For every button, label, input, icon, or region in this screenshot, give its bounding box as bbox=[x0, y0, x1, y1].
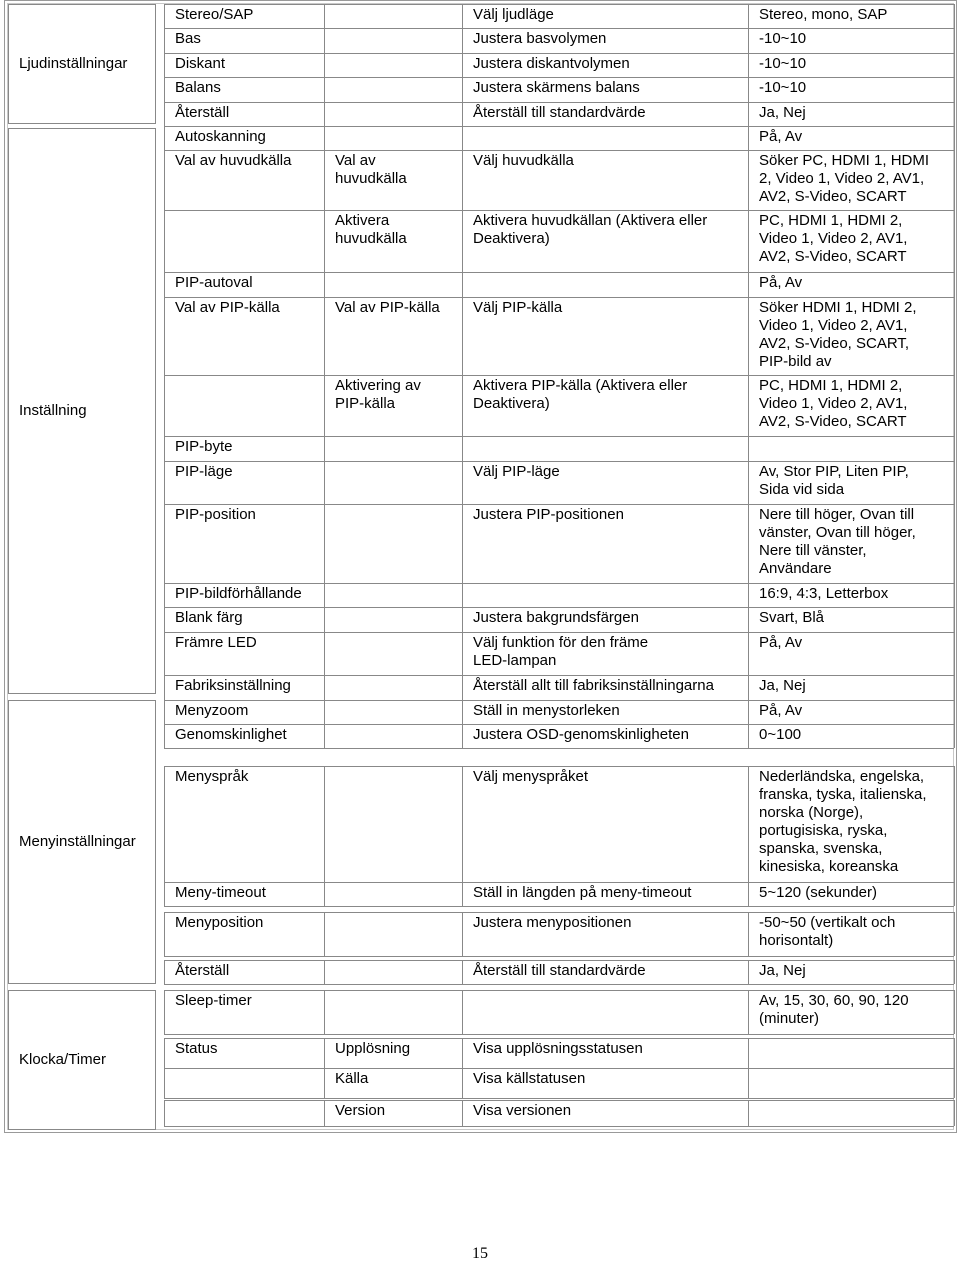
grid-line bbox=[748, 504, 749, 583]
grid-line bbox=[954, 504, 955, 583]
table-cell: Justera bakgrundsfärgen bbox=[473, 609, 639, 626]
grid-line bbox=[324, 297, 325, 375]
grid-line bbox=[164, 1034, 954, 1035]
grid-line bbox=[324, 4, 325, 28]
grid-line bbox=[324, 700, 325, 724]
grid-line bbox=[164, 210, 165, 272]
table-cell: 16:9, 4:3, Letterbox bbox=[759, 585, 889, 602]
grid-line bbox=[164, 77, 954, 78]
table-cell: PIP-bildförhållande bbox=[175, 585, 302, 602]
grid-line bbox=[164, 984, 954, 985]
table-cell: Välj funktion för den främe LED-lampan bbox=[473, 634, 649, 669]
table-cell: 0~100 bbox=[759, 726, 802, 743]
table-cell: Visa källstatusen bbox=[473, 1070, 586, 1087]
grid-line bbox=[324, 882, 325, 906]
table-cell: Menyposition bbox=[175, 914, 264, 931]
table-cell: Stereo, mono, SAP bbox=[759, 6, 888, 23]
grid-line bbox=[954, 126, 955, 150]
grid-line bbox=[462, 632, 463, 675]
grid-line bbox=[324, 607, 325, 632]
section-label: Inställning bbox=[19, 402, 87, 419]
grid-line bbox=[748, 607, 749, 632]
grid-line bbox=[748, 297, 749, 375]
section-label: Menyinställningar bbox=[19, 833, 136, 850]
grid-line bbox=[748, 150, 749, 210]
grid-line bbox=[164, 906, 954, 907]
grid-line bbox=[954, 1038, 955, 1068]
grid-line bbox=[164, 882, 954, 883]
grid-line bbox=[954, 375, 955, 436]
grid-line bbox=[462, 28, 463, 53]
section-meny bbox=[8, 700, 156, 984]
table-cell: Status bbox=[175, 1040, 218, 1057]
grid-line bbox=[954, 4, 955, 28]
grid-line bbox=[954, 960, 955, 984]
table-cell: Söker PC, HDMI 1, HDMI 2, Video 1, Video 2, AV1, AV2, S-Video, SCART bbox=[759, 152, 930, 205]
table-cell: Justera skärmens balans bbox=[473, 79, 640, 96]
table-cell: 5~120 (sekunder) bbox=[759, 884, 877, 901]
table-cell: Ja, Nej bbox=[759, 962, 806, 979]
table-cell: Diskant bbox=[175, 55, 226, 72]
grid-line bbox=[748, 4, 749, 28]
grid-line bbox=[164, 960, 165, 984]
table-cell: Aktivera huvudkällan (Aktivera eller Deaktivera) bbox=[473, 212, 708, 247]
table-cell: PC, HDMI 1, HDMI 2, Video 1, Video 2, AV1, AV2, S-Video, SCART bbox=[759, 377, 908, 430]
grid-line bbox=[324, 504, 325, 583]
table-cell: Svart, Blå bbox=[759, 609, 825, 626]
grid-line bbox=[164, 77, 165, 102]
grid-line bbox=[748, 1068, 749, 1098]
grid-line bbox=[462, 150, 463, 210]
grid-line bbox=[164, 436, 954, 437]
grid-line bbox=[954, 766, 955, 882]
grid-line bbox=[324, 675, 325, 700]
table-cell: Bas bbox=[175, 30, 201, 47]
grid-line bbox=[164, 632, 954, 633]
grid-line bbox=[164, 126, 165, 150]
grid-line bbox=[324, 960, 325, 984]
grid-line bbox=[748, 766, 749, 882]
table-cell: Återställ till standardvärde bbox=[473, 962, 646, 979]
grid-line bbox=[324, 436, 325, 461]
table-cell: PIP-autoval bbox=[175, 274, 253, 291]
grid-line bbox=[324, 150, 325, 210]
table-cell: Ja, Nej bbox=[759, 677, 806, 694]
table-cell: Meny-timeout bbox=[175, 884, 266, 901]
table-cell: Menyspråk bbox=[175, 768, 249, 785]
grid-line bbox=[324, 126, 325, 150]
grid-line bbox=[324, 912, 325, 956]
grid-line bbox=[164, 632, 165, 675]
grid-line bbox=[164, 766, 954, 767]
table-cell: Stereo/SAP bbox=[175, 6, 254, 23]
grid-line bbox=[748, 724, 749, 748]
table-cell: Upplösning bbox=[335, 1040, 411, 1057]
grid-line bbox=[164, 4, 954, 5]
grid-line bbox=[164, 375, 165, 436]
grid-line bbox=[462, 675, 463, 700]
table-cell: Källa bbox=[335, 1070, 369, 1087]
grid-line bbox=[462, 4, 463, 28]
grid-line bbox=[462, 1038, 463, 1068]
grid-line bbox=[164, 53, 954, 54]
grid-line bbox=[164, 4, 165, 28]
grid-line bbox=[164, 583, 954, 584]
table-cell: Autoskanning bbox=[175, 128, 266, 145]
grid-line bbox=[954, 461, 955, 504]
grid-line bbox=[164, 912, 165, 956]
grid-line bbox=[462, 1068, 463, 1098]
grid-line bbox=[164, 461, 165, 504]
grid-line bbox=[164, 956, 954, 957]
grid-line bbox=[748, 436, 749, 461]
table-cell: PIP-byte bbox=[175, 438, 233, 455]
grid-line bbox=[164, 1098, 954, 1099]
grid-line bbox=[462, 504, 463, 583]
grid-line bbox=[164, 1068, 165, 1098]
grid-line bbox=[462, 375, 463, 436]
table-cell: -10~10 bbox=[759, 79, 807, 96]
table-cell: På, Av bbox=[759, 634, 803, 651]
grid-line bbox=[324, 375, 325, 436]
grid-line bbox=[748, 102, 749, 126]
grid-line bbox=[954, 297, 955, 375]
table-cell: Söker HDMI 1, HDMI 2, Video 1, Video 2, AV1, AV2, S-Video, SCART, PIP-bild av bbox=[759, 299, 917, 370]
grid-line bbox=[462, 77, 463, 102]
grid-line bbox=[164, 675, 954, 676]
grid-line bbox=[954, 990, 955, 1034]
grid-line bbox=[164, 375, 954, 376]
grid-line bbox=[748, 126, 749, 150]
grid-line bbox=[954, 632, 955, 675]
table-cell: Välj PIP-källa bbox=[473, 299, 563, 316]
grid-line bbox=[954, 210, 955, 272]
table-cell: Främre LED bbox=[175, 634, 257, 651]
grid-line bbox=[462, 102, 463, 126]
table-cell: Justera menypositionen bbox=[473, 914, 632, 931]
grid-line bbox=[462, 210, 463, 272]
grid-line bbox=[748, 700, 749, 724]
grid-line bbox=[462, 436, 463, 461]
grid-line bbox=[748, 77, 749, 102]
table-cell: Balans bbox=[175, 79, 221, 96]
grid-line bbox=[462, 990, 463, 1034]
grid-line bbox=[954, 700, 955, 724]
grid-line bbox=[164, 461, 954, 462]
grid-line bbox=[954, 28, 955, 53]
grid-line bbox=[324, 77, 325, 102]
grid-line bbox=[462, 126, 463, 150]
grid-line bbox=[164, 272, 165, 297]
grid-line bbox=[748, 882, 749, 906]
grid-line bbox=[954, 436, 955, 461]
section-installning bbox=[8, 128, 156, 694]
table-cell: Nere till höger, Ovan till vänster, Ovan till höger, Nere till vänster, Användare bbox=[759, 506, 916, 577]
grid-line bbox=[164, 766, 165, 882]
grid-line bbox=[164, 607, 165, 632]
grid-line bbox=[164, 724, 954, 725]
grid-line bbox=[462, 272, 463, 297]
grid-line bbox=[164, 882, 165, 906]
grid-line bbox=[748, 1038, 749, 1068]
grid-line bbox=[748, 912, 749, 956]
grid-line bbox=[954, 583, 955, 607]
grid-line bbox=[164, 504, 165, 583]
grid-line bbox=[462, 1100, 463, 1126]
table-cell: Blank färg bbox=[175, 609, 243, 626]
section-klocka bbox=[8, 990, 156, 1130]
grid-line bbox=[748, 990, 749, 1034]
grid-line bbox=[462, 607, 463, 632]
grid-line bbox=[164, 700, 165, 724]
grid-line bbox=[748, 461, 749, 504]
section-label: Ljudinställningar bbox=[19, 55, 128, 72]
grid-line bbox=[462, 882, 463, 906]
table-cell: Nederländska, engelska, franska, tyska, italienska, norska (Norge), portugisiska, ryska, spanska, svenska, kinesiska, koreanska bbox=[759, 768, 927, 875]
table-cell: Återställ bbox=[175, 962, 230, 979]
grid-line bbox=[324, 990, 325, 1034]
table-cell: På, Av bbox=[759, 274, 803, 291]
table-cell: Justera diskantvolymen bbox=[473, 55, 630, 72]
table-cell: Justera OSD-genomskinligheten bbox=[473, 726, 689, 743]
table-cell: Menyzoom bbox=[175, 702, 249, 719]
table-cell: Aktivera PIP-källa (Aktivera eller Deaktivera) bbox=[473, 377, 688, 412]
grid-line bbox=[324, 766, 325, 882]
grid-line bbox=[954, 607, 955, 632]
grid-line bbox=[462, 960, 463, 984]
grid-line bbox=[462, 297, 463, 375]
table-cell: Version bbox=[335, 1102, 386, 1119]
section-ljud bbox=[8, 4, 156, 124]
grid-line bbox=[954, 1068, 955, 1098]
grid-line bbox=[748, 28, 749, 53]
grid-line bbox=[164, 1100, 954, 1101]
grid-line bbox=[462, 700, 463, 724]
grid-line bbox=[164, 126, 954, 127]
grid-line bbox=[164, 297, 954, 298]
table-cell: Återställ allt till fabriksinställningarna bbox=[473, 677, 714, 694]
grid-line bbox=[462, 766, 463, 882]
table-cell: Val av huvudkälla bbox=[335, 152, 407, 187]
grid-line bbox=[164, 436, 165, 461]
table-cell: Aktivering av PIP-källa bbox=[335, 377, 421, 412]
grid-line bbox=[748, 210, 749, 272]
grid-line bbox=[954, 1100, 955, 1126]
grid-line bbox=[462, 912, 463, 956]
table-cell: På, Av bbox=[759, 702, 803, 719]
grid-line bbox=[748, 675, 749, 700]
grid-line bbox=[164, 28, 954, 29]
grid-line bbox=[164, 675, 165, 700]
grid-line bbox=[164, 210, 954, 211]
table-cell: Ställ in menystorleken bbox=[473, 702, 620, 719]
grid-line bbox=[164, 102, 165, 126]
grid-line bbox=[954, 77, 955, 102]
grid-line bbox=[324, 1038, 325, 1068]
grid-line bbox=[748, 1100, 749, 1126]
grid-line bbox=[324, 632, 325, 675]
table-cell: På, Av bbox=[759, 128, 803, 145]
grid-line bbox=[164, 297, 165, 375]
table-cell: Visa upplösningsstatusen bbox=[473, 1040, 643, 1057]
grid-line bbox=[954, 912, 955, 956]
grid-line bbox=[164, 583, 165, 607]
grid-line bbox=[164, 607, 954, 608]
table-cell: Genomskinlighet bbox=[175, 726, 287, 743]
grid-line bbox=[748, 272, 749, 297]
table-cell: Ställ in längden på meny-timeout bbox=[473, 884, 692, 901]
table-cell: PIP-position bbox=[175, 506, 256, 523]
grid-line bbox=[954, 675, 955, 700]
grid-line bbox=[324, 583, 325, 607]
grid-line bbox=[748, 375, 749, 436]
table-cell: Justera basvolymen bbox=[473, 30, 607, 47]
grid-line bbox=[164, 960, 954, 961]
grid-line bbox=[954, 102, 955, 126]
table-cell: Sleep-timer bbox=[175, 992, 252, 1009]
grid-line bbox=[748, 53, 749, 77]
grid-line bbox=[164, 1038, 954, 1039]
table-cell: -10~10 bbox=[759, 30, 807, 47]
grid-line bbox=[164, 990, 954, 991]
grid-line bbox=[954, 272, 955, 297]
grid-line bbox=[748, 583, 749, 607]
grid-line bbox=[954, 882, 955, 906]
grid-line bbox=[164, 272, 954, 273]
table-cell: Val av PIP-källa bbox=[175, 299, 280, 316]
grid-line bbox=[164, 748, 954, 749]
table-cell: Välj huvudkälla bbox=[473, 152, 574, 169]
grid-line bbox=[324, 210, 325, 272]
table-cell: Av, Stor PIP, Liten PIP, Sida vid sida bbox=[759, 463, 909, 498]
table-cell: PIP-läge bbox=[175, 463, 233, 480]
section-label: Klocka/Timer bbox=[19, 1051, 106, 1068]
table-cell: PC, HDMI 1, HDMI 2, Video 1, Video 2, AV1, AV2, S-Video, SCART bbox=[759, 212, 908, 265]
table-cell: -50~50 (vertikalt och horisontalt) bbox=[759, 914, 896, 949]
grid-line bbox=[164, 150, 165, 210]
grid-line bbox=[324, 724, 325, 748]
table-cell: Välj PIP-läge bbox=[473, 463, 560, 480]
grid-line bbox=[164, 28, 165, 53]
page-number: 15 bbox=[472, 1245, 488, 1262]
grid-line bbox=[164, 724, 165, 748]
grid-line bbox=[324, 461, 325, 504]
grid-line bbox=[462, 461, 463, 504]
table-cell: Ja, Nej bbox=[759, 104, 806, 121]
table-cell: Val av PIP-källa bbox=[335, 299, 440, 316]
grid-line bbox=[164, 1038, 165, 1068]
grid-line bbox=[954, 53, 955, 77]
table-cell: Aktivera huvudkälla bbox=[335, 212, 407, 247]
table-cell: Välj menyspråket bbox=[473, 768, 589, 785]
grid-line bbox=[164, 150, 954, 151]
grid-line bbox=[164, 1126, 954, 1127]
grid-line bbox=[164, 1068, 954, 1069]
grid-line bbox=[462, 583, 463, 607]
grid-line bbox=[164, 102, 954, 103]
grid-line bbox=[954, 724, 955, 748]
grid-line bbox=[748, 960, 749, 984]
grid-line bbox=[324, 1100, 325, 1126]
grid-line bbox=[324, 1068, 325, 1098]
table-cell: Av, 15, 30, 60, 90, 120 (minuter) bbox=[759, 992, 909, 1027]
table-cell: Återställ bbox=[175, 104, 230, 121]
grid-line bbox=[748, 632, 749, 675]
grid-line bbox=[324, 53, 325, 77]
table-cell: Visa versionen bbox=[473, 1102, 572, 1119]
table-cell: Justera PIP-positionen bbox=[473, 506, 624, 523]
grid-line bbox=[164, 912, 954, 913]
grid-line bbox=[324, 272, 325, 297]
grid-line bbox=[164, 700, 954, 701]
grid-line bbox=[324, 102, 325, 126]
grid-line bbox=[164, 504, 954, 505]
table-cell: -10~10 bbox=[759, 55, 807, 72]
table-cell: Välj ljudläge bbox=[473, 6, 554, 23]
grid-line bbox=[164, 1100, 165, 1126]
table-cell: Återställ till standardvärde bbox=[473, 104, 646, 121]
grid-line bbox=[462, 53, 463, 77]
table-cell: Fabriksinställning bbox=[175, 677, 291, 694]
grid-line bbox=[954, 150, 955, 210]
grid-line bbox=[164, 990, 165, 1034]
grid-line bbox=[324, 28, 325, 53]
grid-line bbox=[462, 724, 463, 748]
table-cell: Val av huvudkälla bbox=[175, 152, 292, 169]
grid-line bbox=[164, 53, 165, 77]
